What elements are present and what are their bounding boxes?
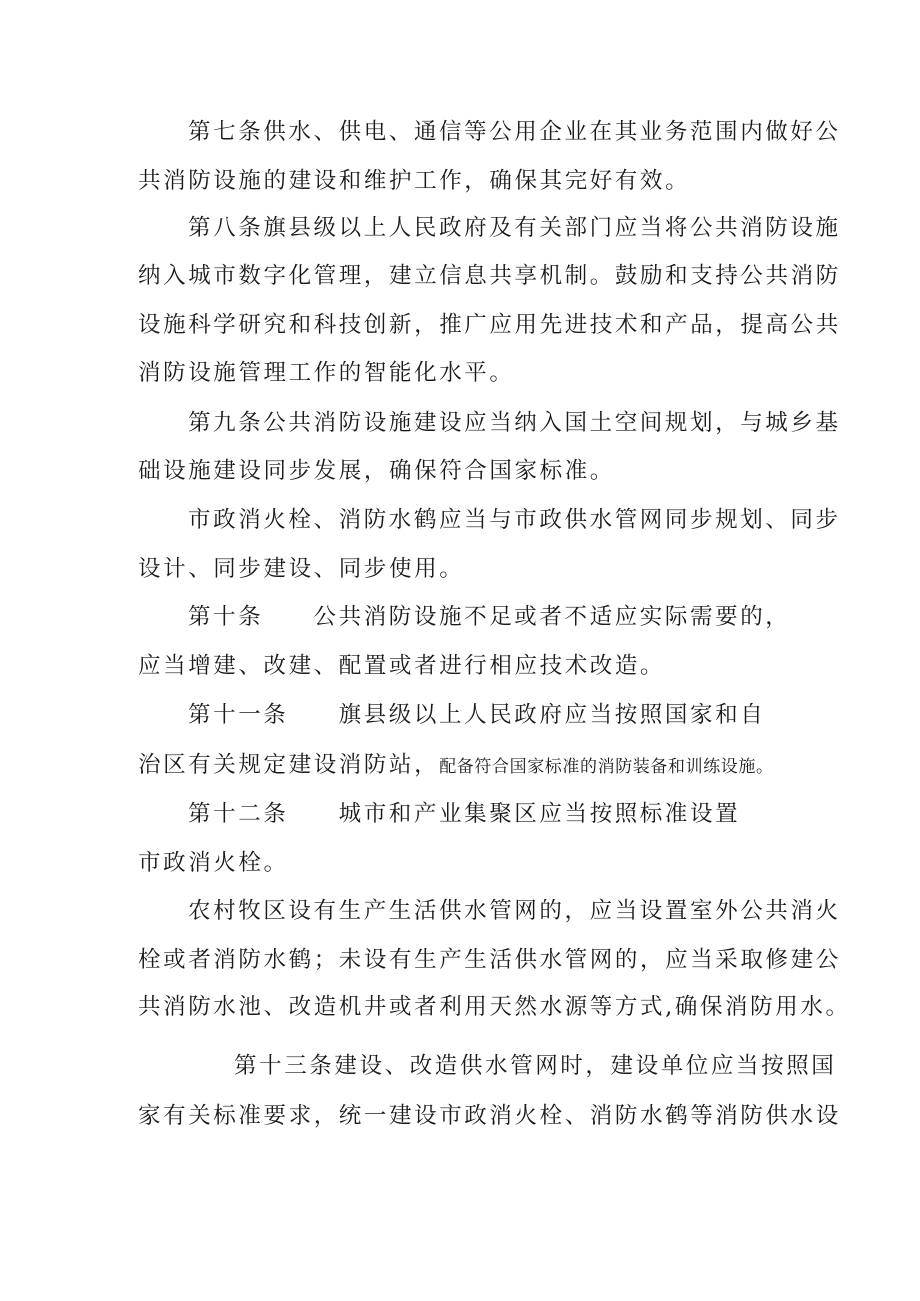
article-9-para2-line-1: 市政消火栓、消防水鹤应当与市政供水管网同步规划、同步 bbox=[188, 507, 841, 533]
article-12-para2-line-1: 农村牧区设有生产生活供水管网的，应当设置室外公共消火 bbox=[188, 898, 841, 924]
article-11-line-2-main: 治区有关规定建设消防站， bbox=[138, 752, 440, 778]
article-12-para2-line-2: 栓或者消防水鹤；未设有生产生活供水管网的，应当采取修建公 bbox=[138, 947, 841, 973]
article-11-line-2-small: 配备符合国家标准的消防装备和训练设施。 bbox=[439, 757, 774, 777]
article-8-line-4: 消防设施管理工作的智能化水平。 bbox=[138, 360, 515, 386]
article-9-line-2: 础设施建设同步发展，确保符合国家标准。 bbox=[138, 458, 615, 484]
article-7-line-1: 第七条供水、供电、通信等公用企业在其业务范围内做好公 bbox=[188, 119, 841, 145]
article-9-para2-line-2: 设计、同步建设、同步使用。 bbox=[138, 556, 465, 582]
article-12-line-1: 第十二条 城市和产业集聚区应当按照标准设置 bbox=[188, 801, 741, 827]
article-10-line-1: 第十条 公共消防设施不足或者不适应实际需要的， bbox=[188, 604, 791, 630]
article-8-line-2: 纳入城市数字化管理，建立信息共享机制。鼓励和支持公共消防 bbox=[138, 263, 841, 289]
article-12-para2-line-3: 共消防水池、改造机井或者利用天然水源等方式,确保消防用水。 bbox=[138, 994, 851, 1020]
article-7-line-2: 共消防设施的建设和维护工作，确保其完好有效。 bbox=[138, 168, 691, 194]
article-11-line-1: 第十一条 旗县级以上人民政府应当按照国家和自 bbox=[188, 702, 766, 728]
article-13-line-2: 家有关标准要求，统一建设市政消火栓、消防水鹤等消防供水设 bbox=[138, 1103, 841, 1129]
article-10-line-2: 应当增建、改建、配置或者进行相应技术改造。 bbox=[138, 653, 666, 679]
article-8-line-3: 设施科学研究和科技创新，推广应用先进技术和产品，提高公共 bbox=[138, 312, 841, 338]
article-13-line-1: 第十三条建设、改造供水管网时，建设单位应当按照国 bbox=[234, 1053, 837, 1079]
article-12-line-2: 市政消火栓。 bbox=[138, 850, 289, 876]
article-9-line-1: 第九条公共消防设施建设应当纳入国土空间规划，与城乡基 bbox=[188, 410, 841, 436]
article-8-line-1: 第八条旗县级以上人民政府及有关部门应当将公共消防设施 bbox=[188, 215, 841, 241]
article-11-line-2 bbox=[138, 750, 774, 782]
